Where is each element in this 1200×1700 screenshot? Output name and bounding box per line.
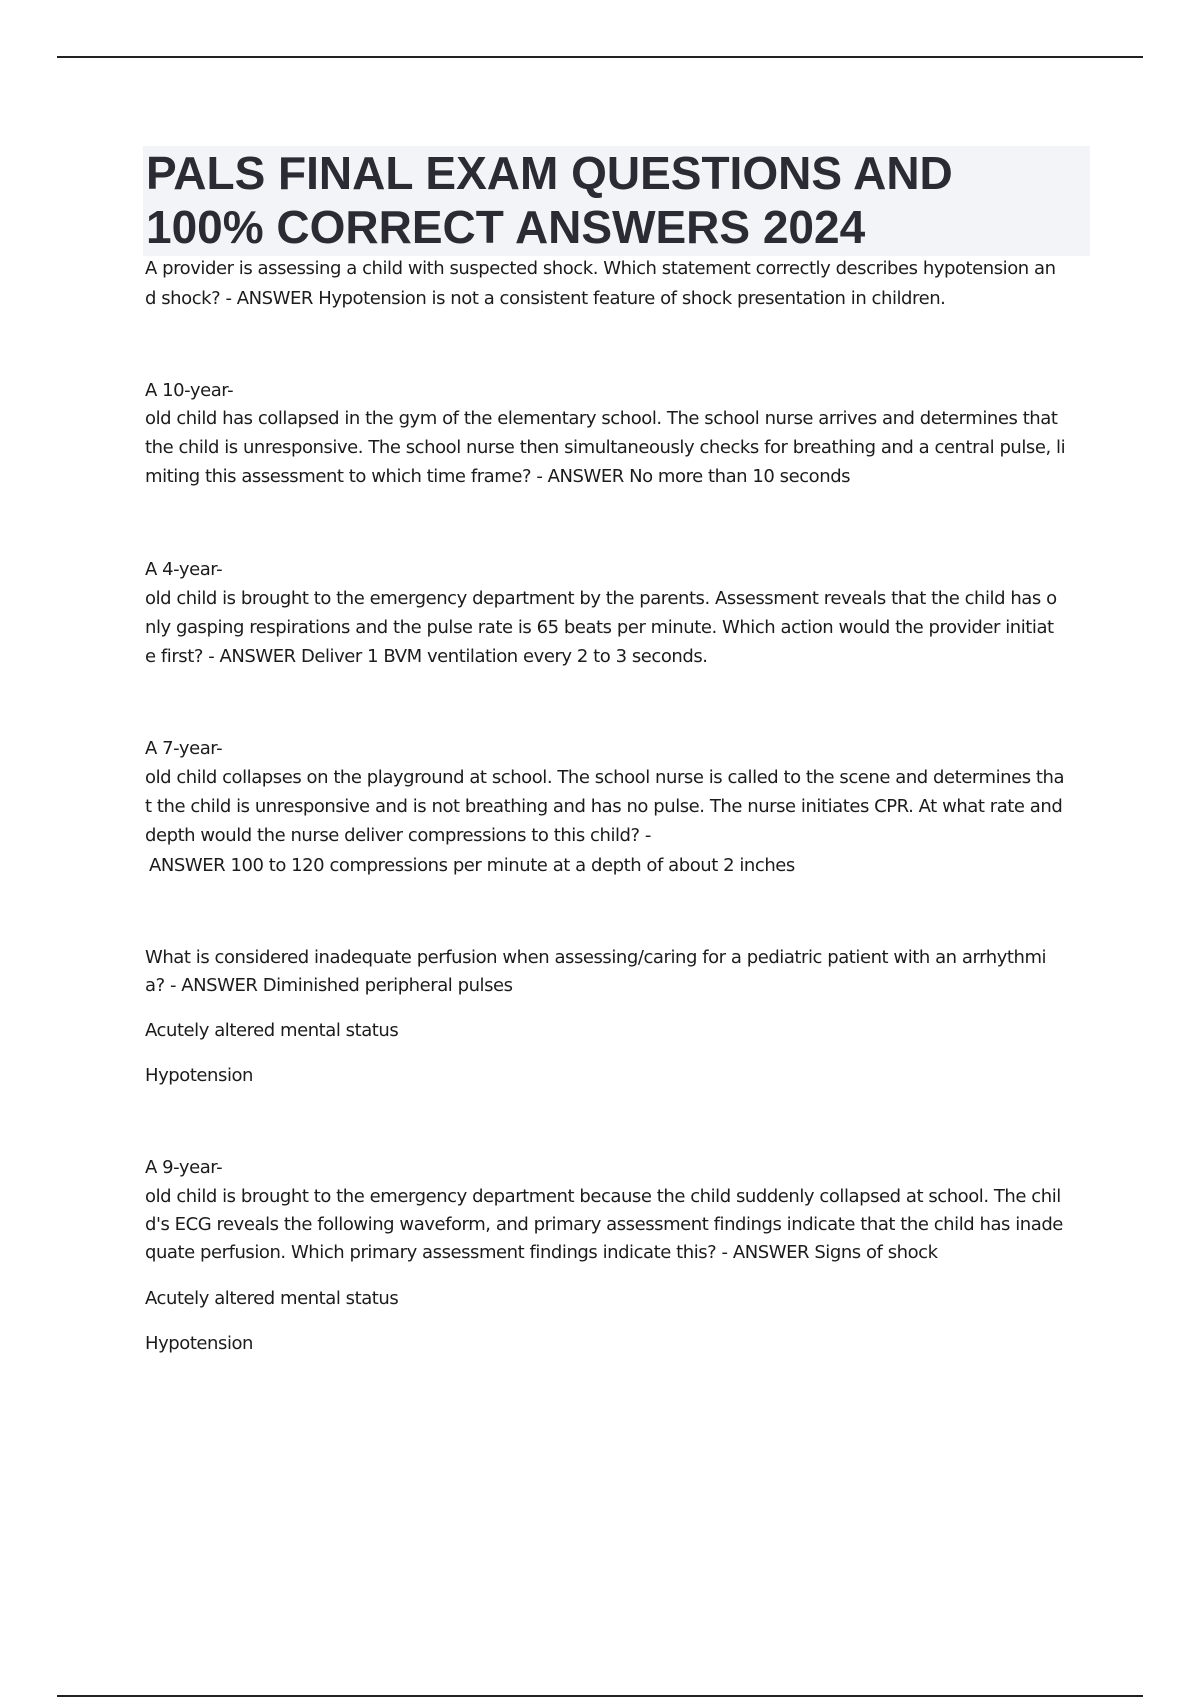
question-line: A provider is assessing a child with suspected shock. Which statement correctly describes hypotension an <box>145 258 1056 279</box>
question-line: a? - ANSWER Diminished peripheral pulses <box>145 975 513 996</box>
question-line: old child is brought to the emergency department by the parents. Assessment reveals that the child has o <box>145 588 1057 609</box>
document-title <box>143 146 1090 256</box>
question-line: d shock? - ANSWER Hypotension is not a consistent feature of shock presentation in children. <box>145 288 946 309</box>
title-line: PALS FINAL EXAM QUESTIONS AND <box>146 147 953 199</box>
answer-line: Hypotension <box>145 1065 254 1086</box>
header-rule <box>57 56 1143 58</box>
answer-line: ANSWER 100 to 120 compressions per minute at a depth of about 2 inches <box>149 855 795 876</box>
question-line: old child is brought to the emergency department because the child suddenly collapsed at school. The chil <box>145 1186 1061 1207</box>
question-line: What is considered inadequate perfusion when assessing/caring for a pediatric patient with an arrhythmi <box>145 947 1047 968</box>
question-line: depth would the nurse deliver compressions to this child? - <box>145 825 651 846</box>
footer-rule <box>57 1695 1143 1697</box>
question-line: A 9-year- <box>145 1157 223 1178</box>
question-line: quate perfusion. Which primary assessment findings indicate this? - ANSWER Signs of shock <box>145 1242 938 1263</box>
question-line: miting this assessment to which time frame? - ANSWER No more than 10 seconds <box>145 466 851 487</box>
answer-line: Hypotension <box>145 1333 254 1354</box>
answer-line: Acutely altered mental status <box>145 1288 399 1309</box>
answer-line: Acutely altered mental status <box>145 1020 399 1041</box>
question-line: A 10-year- <box>145 380 234 401</box>
question-line: old child has collapsed in the gym of the elementary school. The school nurse arrives and determines that <box>145 408 1058 429</box>
question-line: old child collapses on the playground at school. The school nurse is called to the scene and determines tha <box>145 767 1065 788</box>
question-line: the child is unresponsive. The school nurse then simultaneously checks for breathing and a central pulse, li <box>145 437 1066 458</box>
question-line: nly gasping respirations and the pulse rate is 65 beats per minute. Which action would the provider initiat <box>145 617 1054 638</box>
title-line: 100% CORRECT ANSWERS 2024 <box>146 201 866 253</box>
question-line: A 4-year- <box>145 559 223 580</box>
question-line: A 7-year- <box>145 738 223 759</box>
question-line: d's ECG reveals the following waveform, and primary assessment findings indicate that the child has inade <box>145 1214 1063 1235</box>
question-line: e first? - ANSWER Deliver 1 BVM ventilation every 2 to 3 seconds. <box>145 646 708 667</box>
question-line: t the child is unresponsive and is not breathing and has no pulse. The nurse initiates CPR. At what rate and <box>145 796 1063 817</box>
